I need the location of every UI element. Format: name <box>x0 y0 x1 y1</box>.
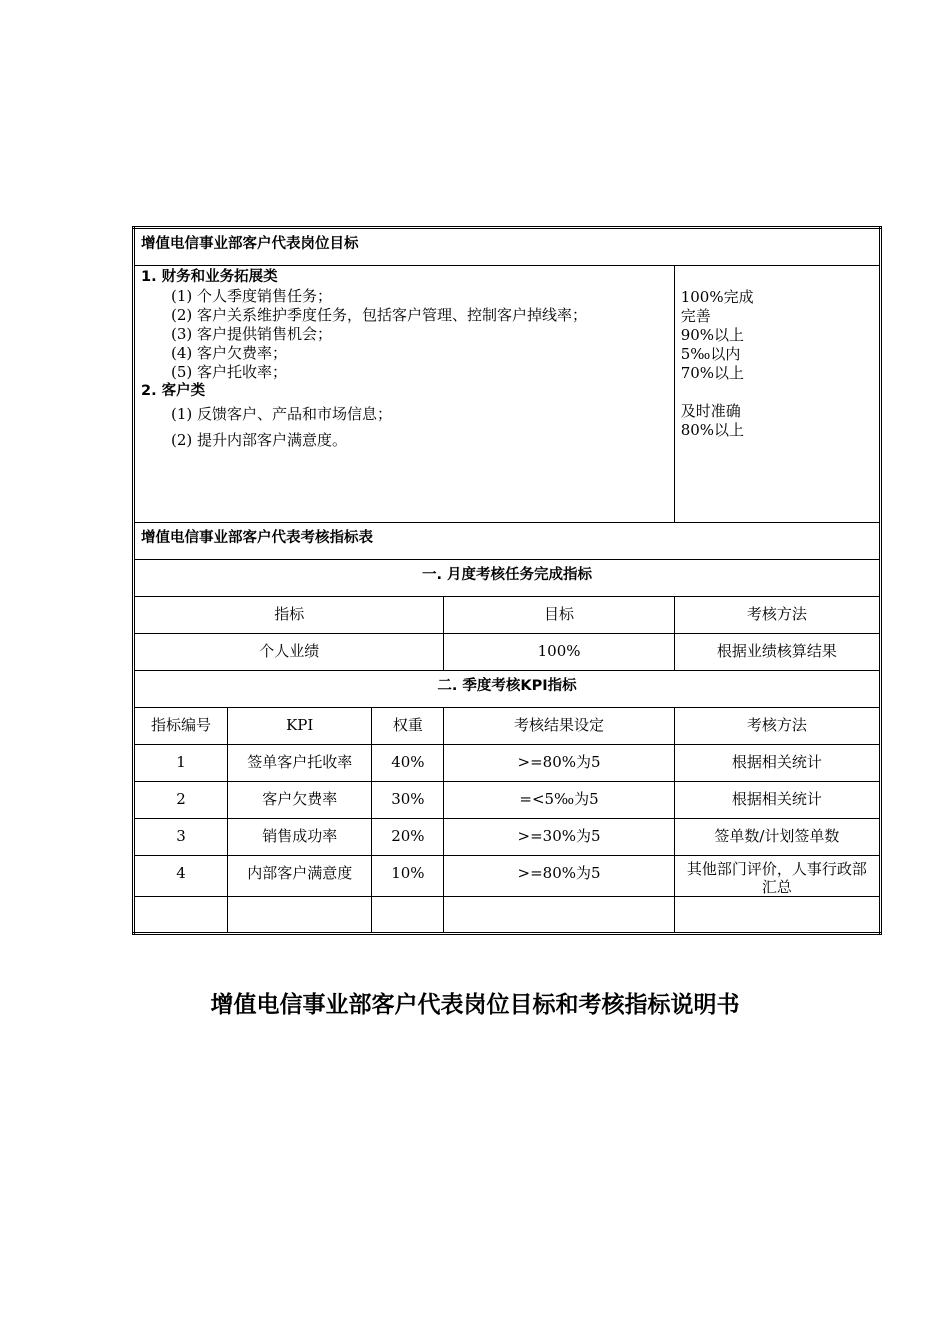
quarter-title: 二. 季度考核KPI指标 <box>134 671 881 708</box>
table-cell: >=30%为5 <box>444 819 674 856</box>
table-row <box>134 782 881 819</box>
table-cell: 根据相关统计 <box>674 782 880 819</box>
table-cell: 100% <box>444 634 674 671</box>
column-header: 考核方法 <box>674 708 880 745</box>
table-cell: 根据业绩核算结果 <box>674 634 880 671</box>
table-cell: 30% <box>372 782 444 819</box>
table-cell: >=80%为5 <box>444 856 674 897</box>
table-row <box>134 597 881 634</box>
target-value: 70%以上 <box>680 364 745 382</box>
list-item: (2) 提升内部客户满意度。 <box>171 431 348 449</box>
table-cell <box>228 897 372 934</box>
table-cell <box>444 897 674 934</box>
column-header: 目标 <box>444 597 674 634</box>
table-cell: 客户欠费率 <box>228 782 372 819</box>
column-header: 权重 <box>372 708 444 745</box>
kpi-table-title: 增值电信事业部客户代表考核指标表 <box>134 523 881 560</box>
table-row <box>134 819 881 856</box>
table-cell: 其他部门评价，人事行政部汇总 <box>674 856 880 897</box>
list-item: (1) 反馈客户、产品和市场信息； <box>171 405 393 423</box>
table-cell: 10% <box>372 856 444 897</box>
table-row <box>134 708 881 745</box>
monthly-title: 一. 月度考核任务完成指标 <box>134 560 881 597</box>
list-item: (3) 客户提供销售机会； <box>171 325 333 343</box>
goal-kpi-table <box>132 226 882 935</box>
table-cell: 签单数/计划签单数 <box>674 819 880 856</box>
document-table <box>132 226 882 935</box>
section1-heading: 1. 财务和业务拓展类 <box>141 269 278 285</box>
table-cell: 签单客户托收率 <box>228 745 372 782</box>
column-header: 考核结果设定 <box>444 708 674 745</box>
target-value: 5‰以内 <box>680 345 741 363</box>
table-cell: =<5‰为5 <box>444 782 674 819</box>
table-cell <box>674 897 880 934</box>
goal-list <box>134 266 675 523</box>
list-item: (4) 客户欠费率； <box>171 344 288 362</box>
column-header: 指标编号 <box>134 708 228 745</box>
table-cell: >=80%为5 <box>444 745 674 782</box>
table-cell: 4 <box>134 856 228 897</box>
target-value: 100%完成 <box>680 288 754 306</box>
goal-title: 增值电信事业部客户代表岗位目标 <box>134 228 881 266</box>
document-title: 增值电信事业部客户代表岗位目标和考核指标说明书 <box>210 992 740 1018</box>
target-value: 80%以上 <box>680 421 745 439</box>
table-cell: 内部客户满意度 <box>228 856 372 897</box>
column-header: 考核方法 <box>674 597 880 634</box>
table-cell <box>372 897 444 934</box>
table-cell: 销售成功率 <box>228 819 372 856</box>
list-item: (1) 个人季度销售任务； <box>171 287 333 305</box>
column-header: KPI <box>228 708 372 745</box>
table-cell: 2 <box>134 782 228 819</box>
target-value: 及时准确 <box>680 402 741 420</box>
table-cell: 20% <box>372 819 444 856</box>
table-cell: 1 <box>134 745 228 782</box>
target-list <box>674 266 880 523</box>
column-header: 指标 <box>134 597 444 634</box>
table-row <box>134 745 881 782</box>
table-cell: 个人业绩 <box>134 634 444 671</box>
target-value: 完善 <box>680 307 711 325</box>
table-cell: 根据相关统计 <box>674 745 880 782</box>
table-row <box>134 634 881 671</box>
target-value: 90%以上 <box>680 326 745 344</box>
table-row <box>134 897 881 934</box>
list-item: (2) 客户关系维护季度任务，包括客户管理、控制客户掉线率； <box>171 306 588 324</box>
table-cell: 3 <box>134 819 228 856</box>
list-item: (5) 客户托收率； <box>171 363 288 381</box>
table-row <box>134 856 881 897</box>
section2-heading: 2. 客户类 <box>141 383 206 399</box>
table-cell <box>134 897 228 934</box>
table-cell: 40% <box>372 745 444 782</box>
